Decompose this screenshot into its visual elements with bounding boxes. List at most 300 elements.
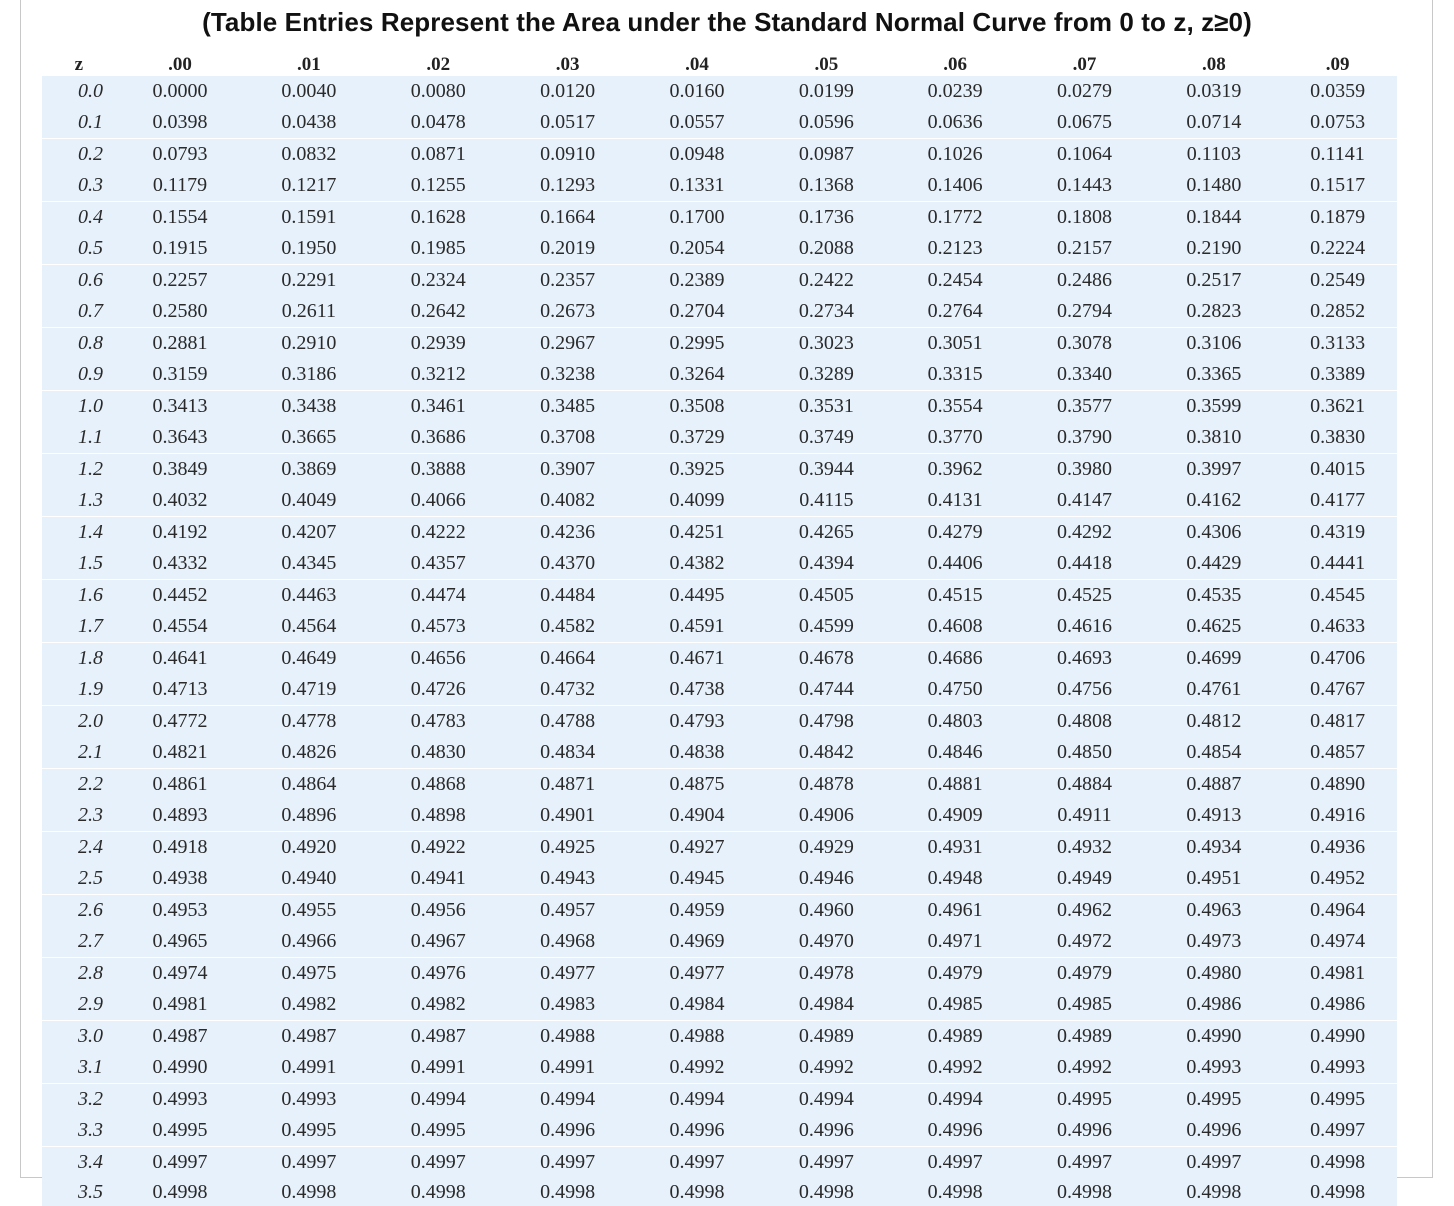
- area-value-cell: 0.3599: [1149, 391, 1278, 423]
- area-value-cell: 0.0675: [1057, 111, 1113, 133]
- z-value-cell: 1.1: [78, 426, 103, 448]
- area-value-cell: 0.4115: [799, 489, 854, 511]
- area-value-cell: 0.4967: [410, 930, 466, 952]
- table-row: [42, 391, 1397, 423]
- area-value-cell: 0.4693: [1020, 643, 1150, 675]
- area-value-cell: 0.4904: [669, 804, 725, 826]
- area-value-cell: 0.4997: [1310, 1119, 1366, 1141]
- area-value-cell: 0.1664: [503, 202, 632, 234]
- table-row: [42, 643, 1397, 675]
- area-value-cell: 0.3461: [373, 391, 503, 423]
- area-value-cell: 0.4887: [1149, 769, 1278, 801]
- area-value-cell: 0.4993: [1310, 1056, 1366, 1078]
- area-value-cell: 0.0000: [152, 80, 208, 102]
- column-header: .08: [1149, 51, 1278, 76]
- area-value-cell: 0.4864: [244, 769, 373, 801]
- area-value-cell: 0.3790: [1057, 426, 1113, 448]
- area-value-cell: 0.4599: [798, 615, 854, 637]
- table-row: [42, 1084, 1397, 1116]
- area-value-cell: 0.3554: [891, 391, 1020, 423]
- z-value-cell: 1.2: [42, 454, 116, 486]
- z-value-cell: 0.5: [78, 237, 103, 259]
- area-value-cell: 0.4968: [540, 930, 596, 952]
- area-value-cell: 0.2123: [927, 237, 983, 259]
- area-value-cell: 0.4993: [244, 1084, 373, 1116]
- area-value-cell: 0.4875: [632, 769, 762, 801]
- table-row: [42, 1052, 1397, 1084]
- area-value-cell: 0.4608: [927, 615, 983, 637]
- column-header: .06: [891, 51, 1020, 76]
- area-value-cell: 0.2967: [503, 328, 632, 360]
- area-value-cell: 0.4738: [669, 678, 725, 700]
- z-value-cell: 1.8: [42, 643, 116, 675]
- z-value-cell: 3.4: [42, 1147, 116, 1179]
- area-value-cell: 0.0557: [669, 111, 725, 133]
- area-value-cell: 0.4987: [244, 1021, 373, 1053]
- area-value-cell: 0.4812: [1149, 706, 1278, 738]
- area-value-cell: 0.2257: [116, 265, 245, 297]
- area-value-cell: 0.4756: [1057, 678, 1113, 700]
- area-value-cell: 0.3980: [1020, 454, 1150, 486]
- area-value-cell: 0.4857: [1310, 741, 1366, 763]
- area-value-cell: 0.4913: [1186, 804, 1242, 826]
- area-value-cell: 0.4418: [1057, 552, 1113, 574]
- area-value-cell: 0.3830: [1310, 426, 1366, 448]
- area-value-cell: 0.1844: [1149, 202, 1278, 234]
- area-value-cell: 0.3869: [244, 454, 373, 486]
- area-value-cell: 0.4463: [244, 580, 373, 612]
- area-value-cell: 0.3621: [1278, 391, 1397, 423]
- z-value-cell: 2.3: [78, 804, 103, 826]
- area-value-cell: 0.0279: [1057, 80, 1113, 102]
- z-value-cell: 0.9: [78, 363, 103, 385]
- area-value-cell: 0.4998: [281, 1181, 337, 1203]
- area-value-cell: 0.4842: [798, 741, 854, 763]
- z-value-cell: 2.6: [42, 895, 116, 927]
- area-value-cell: 0.4830: [410, 741, 466, 763]
- area-value-cell: 0.4988: [632, 1021, 762, 1053]
- area-value-cell: 0.4319: [1278, 517, 1397, 549]
- area-value-cell: 0.4946: [798, 867, 854, 889]
- area-value-cell: 0.4995: [281, 1119, 337, 1141]
- area-value-cell: 0.4761: [1186, 678, 1242, 700]
- area-value-cell: 0.4177: [1310, 489, 1366, 511]
- area-value-cell: 0.4251: [632, 517, 762, 549]
- table-row: [42, 517, 1397, 549]
- area-value-cell: 0.4938: [152, 867, 208, 889]
- area-value-cell: 0.4960: [762, 895, 891, 927]
- area-value-cell: 0.0359: [1310, 80, 1366, 102]
- header-row: [42, 51, 1397, 76]
- area-value-cell: 0.4991: [540, 1056, 596, 1078]
- z-table: [42, 51, 1397, 1206]
- area-value-cell: 0.4970: [798, 930, 854, 952]
- area-value-cell: 0.0948: [632, 139, 762, 171]
- area-value-cell: 0.4955: [244, 895, 373, 927]
- area-value-cell: 0.2995: [632, 328, 762, 360]
- area-value-cell: 0.4996: [927, 1119, 983, 1141]
- area-value-cell: 0.1293: [540, 174, 596, 196]
- area-value-cell: 0.4049: [281, 489, 337, 511]
- area-value-cell: 0.2794: [1057, 300, 1113, 322]
- area-value-cell: 0.4332: [152, 552, 208, 574]
- table-row: [42, 548, 1397, 580]
- area-value-cell: 0.4990: [152, 1056, 208, 1078]
- area-value-cell: 0.4591: [669, 615, 725, 637]
- area-value-cell: 0.4998: [1186, 1181, 1242, 1203]
- area-value-cell: 0.4616: [1057, 615, 1113, 637]
- area-value-cell: 0.4945: [669, 867, 725, 889]
- area-value-cell: 0.4992: [927, 1056, 983, 1078]
- area-value-cell: 0.0714: [1186, 111, 1242, 133]
- area-value-cell: 0.0398: [152, 111, 208, 133]
- z-value-cell: 0.2: [42, 139, 116, 171]
- area-value-cell: 0.4987: [116, 1021, 245, 1053]
- area-value-cell: 0.4959: [632, 895, 762, 927]
- area-value-cell: 0.4989: [891, 1021, 1020, 1053]
- area-value-cell: 0.4868: [373, 769, 503, 801]
- area-value-cell: 0.3238: [540, 363, 596, 385]
- area-value-cell: 0.4713: [152, 678, 208, 700]
- area-value-cell: 0.4345: [281, 552, 337, 574]
- area-value-cell: 0.4983: [540, 993, 596, 1015]
- area-value-cell: 0.4535: [1149, 580, 1278, 612]
- area-value-cell: 0.4982: [410, 993, 466, 1015]
- area-value-cell: 0.4099: [669, 489, 725, 511]
- area-value-cell: 0.4207: [244, 517, 373, 549]
- z-value-cell: 2.8: [42, 958, 116, 990]
- table-row: [42, 107, 1397, 139]
- area-value-cell: 0.1879: [1278, 202, 1397, 234]
- area-value-cell: 0.3264: [669, 363, 725, 385]
- area-value-cell: 0.4973: [1186, 930, 1242, 952]
- area-value-cell: 0.4984: [798, 993, 854, 1015]
- table-title: (Table Entries Represent the Area under the Standard Normal Curve from 0 to z, z≥0): [202, 7, 1252, 37]
- area-value-cell: 0.4394: [798, 552, 854, 574]
- z-value-cell: 0.1: [78, 111, 103, 133]
- area-value-cell: 0.4625: [1186, 615, 1242, 637]
- area-value-cell: 0.3708: [540, 426, 596, 448]
- area-value-cell: 0.2673: [540, 300, 596, 322]
- table-row: [42, 1147, 1397, 1179]
- area-value-cell: 0.4222: [373, 517, 503, 549]
- area-value-cell: 0.4936: [1278, 832, 1397, 864]
- area-value-cell: 0.4767: [1310, 678, 1366, 700]
- area-value-cell: 0.4986: [1310, 993, 1366, 1015]
- area-value-cell: 0.0478: [410, 111, 466, 133]
- area-value-cell: 0.0199: [798, 80, 854, 102]
- area-value-cell: 0.4671: [632, 643, 762, 675]
- area-value-cell: 0.2642: [410, 300, 466, 322]
- area-value-cell: 0.3365: [1186, 363, 1242, 385]
- area-value-cell: 0.4826: [281, 741, 337, 763]
- area-value-cell: 0.2224: [1310, 237, 1366, 259]
- area-value-cell: 0.3212: [410, 363, 466, 385]
- area-value-cell: 0.4985: [1057, 993, 1113, 1015]
- area-value-cell: 0.4821: [152, 741, 208, 763]
- area-value-cell: 0.4750: [927, 678, 983, 700]
- table-row: [42, 895, 1397, 927]
- area-value-cell: 0.2486: [1020, 265, 1150, 297]
- area-value-cell: 0.1406: [927, 174, 983, 196]
- area-value-cell: 0.4981: [1278, 958, 1397, 990]
- area-value-cell: 0.4990: [1278, 1021, 1397, 1053]
- area-value-cell: 0.4279: [891, 517, 1020, 549]
- area-value-cell: 0.4382: [669, 552, 725, 574]
- area-value-cell: 0.4997: [1020, 1147, 1150, 1179]
- area-value-cell: 0.4994: [373, 1084, 503, 1116]
- area-value-cell: 0.4817: [1278, 706, 1397, 738]
- area-value-cell: 0.4846: [927, 741, 983, 763]
- area-value-cell: 0.4992: [798, 1056, 854, 1078]
- table-row: [42, 170, 1397, 202]
- area-value-cell: 0.4265: [762, 517, 891, 549]
- area-value-cell: 0.4871: [503, 769, 632, 801]
- area-value-cell: 0.4678: [762, 643, 891, 675]
- z-value-cell: 0.4: [42, 202, 116, 234]
- area-value-cell: 0.4998: [669, 1181, 725, 1203]
- area-value-cell: 0.4979: [1020, 958, 1150, 990]
- area-value-cell: 0.3729: [669, 426, 725, 448]
- table-row: [42, 958, 1397, 990]
- area-value-cell: 0.4992: [669, 1056, 725, 1078]
- z-value-cell: 1.4: [42, 517, 116, 549]
- area-value-cell: 0.4918: [116, 832, 245, 864]
- area-value-cell: 0.1443: [1057, 174, 1113, 196]
- area-value-cell: 0.4545: [1278, 580, 1397, 612]
- area-value-cell: 0.4977: [632, 958, 762, 990]
- area-value-cell: 0.0910: [503, 139, 632, 171]
- area-value-cell: 0.4032: [152, 489, 208, 511]
- area-value-cell: 0.4906: [798, 804, 854, 826]
- table-row: [42, 580, 1397, 612]
- area-value-cell: 0.3907: [503, 454, 632, 486]
- area-value-cell: 0.2190: [1186, 237, 1242, 259]
- area-value-cell: 0.4975: [244, 958, 373, 990]
- area-value-cell: 0.4082: [540, 489, 596, 511]
- area-value-cell: 0.4429: [1186, 552, 1242, 574]
- table-row: [42, 832, 1397, 864]
- table-row: [42, 706, 1397, 738]
- table-row: [42, 359, 1397, 391]
- area-value-cell: 0.4971: [927, 930, 983, 952]
- table-row: [42, 76, 1397, 107]
- area-value-cell: 0.2054: [669, 237, 725, 259]
- z-value-cell: 1.5: [78, 552, 103, 574]
- area-value-cell: 0.0319: [1186, 80, 1242, 102]
- area-value-cell: 0.4996: [669, 1119, 725, 1141]
- area-value-cell: 0.4952: [1310, 867, 1366, 889]
- area-value-cell: 0.4066: [410, 489, 466, 511]
- area-value-cell: 0.0987: [762, 139, 891, 171]
- z-value-cell: 1.6: [42, 580, 116, 612]
- area-value-cell: 0.3389: [1310, 363, 1366, 385]
- area-value-cell: 0.1179: [152, 174, 208, 196]
- area-value-cell: 0.2157: [1057, 237, 1113, 259]
- area-value-cell: 0.3997: [1149, 454, 1278, 486]
- z-value-cell: 0.6: [42, 265, 116, 297]
- area-value-cell: 0.3770: [927, 426, 983, 448]
- area-value-cell: 0.2357: [503, 265, 632, 297]
- area-value-cell: 0.4998: [410, 1181, 466, 1203]
- area-value-cell: 0.2823: [1186, 300, 1242, 322]
- area-value-cell: 0.4998: [927, 1181, 983, 1203]
- area-value-cell: 0.0832: [244, 139, 373, 171]
- area-value-cell: 0.2324: [373, 265, 503, 297]
- table-row: [42, 265, 1397, 297]
- area-value-cell: 0.1103: [1149, 139, 1278, 171]
- column-header-z: z: [42, 51, 116, 76]
- area-value-cell: 0.1255: [410, 174, 466, 196]
- column-header: .05: [762, 51, 891, 76]
- area-value-cell: 0.4969: [669, 930, 725, 952]
- table-row: [42, 1178, 1397, 1206]
- table-row: [42, 737, 1397, 769]
- area-value-cell: 0.4962: [1020, 895, 1150, 927]
- area-value-cell: 0.1808: [1020, 202, 1150, 234]
- area-value-cell: 0.4920: [244, 832, 373, 864]
- area-value-cell: 0.4981: [152, 993, 208, 1015]
- area-value-cell: 0.3925: [632, 454, 762, 486]
- area-value-cell: 0.4994: [891, 1084, 1020, 1116]
- area-value-cell: 0.4956: [373, 895, 503, 927]
- area-value-cell: 0.4925: [503, 832, 632, 864]
- area-value-cell: 0.1554: [116, 202, 245, 234]
- area-value-cell: 0.3485: [503, 391, 632, 423]
- area-value-cell: 0.4997: [762, 1147, 891, 1179]
- area-value-cell: 0.4953: [116, 895, 245, 927]
- z-value-cell: 0.3: [78, 174, 103, 196]
- area-value-cell: 0.4881: [891, 769, 1020, 801]
- area-value-cell: 0.3051: [891, 328, 1020, 360]
- area-value-cell: 0.2939: [373, 328, 503, 360]
- area-value-cell: 0.4656: [373, 643, 503, 675]
- area-value-cell: 0.4997: [116, 1147, 245, 1179]
- area-value-cell: 0.1628: [373, 202, 503, 234]
- area-value-cell: 0.3133: [1278, 328, 1397, 360]
- area-value-cell: 0.3508: [632, 391, 762, 423]
- column-header: .04: [632, 51, 762, 76]
- area-value-cell: 0.3962: [891, 454, 1020, 486]
- table-row: [42, 296, 1397, 328]
- area-value-cell: 0.4977: [503, 958, 632, 990]
- z-value-cell: 0.8: [42, 328, 116, 360]
- area-value-cell: 0.0239: [927, 80, 983, 102]
- table-row: [42, 202, 1397, 234]
- area-value-cell: 0.4986: [1186, 993, 1242, 1015]
- area-value-cell: 0.3810: [1186, 426, 1242, 448]
- area-value-cell: 0.4854: [1186, 741, 1242, 763]
- area-value-cell: 0.4997: [373, 1147, 503, 1179]
- area-value-cell: 0.4948: [927, 867, 983, 889]
- area-value-cell: 0.3289: [798, 363, 854, 385]
- area-value-cell: 0.4664: [503, 643, 632, 675]
- area-value-cell: 0.4525: [1020, 580, 1150, 612]
- area-value-cell: 0.4985: [927, 993, 983, 1015]
- area-value-cell: 0.4957: [503, 895, 632, 927]
- table-row: [42, 1021, 1397, 1053]
- area-value-cell: 0.4901: [540, 804, 596, 826]
- area-value-cell: 0.4706: [1278, 643, 1397, 675]
- area-value-cell: 0.4997: [891, 1147, 1020, 1179]
- area-value-cell: 0.4997: [632, 1147, 762, 1179]
- area-value-cell: 0.4934: [1149, 832, 1278, 864]
- area-value-cell: 0.4861: [116, 769, 245, 801]
- area-value-cell: 0.1331: [669, 174, 725, 196]
- area-value-cell: 0.4505: [762, 580, 891, 612]
- area-value-cell: 0.1368: [798, 174, 854, 196]
- area-value-cell: 0.3078: [1020, 328, 1150, 360]
- area-value-cell: 0.4988: [503, 1021, 632, 1053]
- area-value-cell: 0.4772: [116, 706, 245, 738]
- area-value-cell: 0.1517: [1310, 174, 1366, 196]
- table-row: [42, 926, 1397, 958]
- area-value-cell: 0.4994: [503, 1084, 632, 1116]
- area-value-cell: 0.4147: [1057, 489, 1113, 511]
- area-value-cell: 0.4564: [281, 615, 337, 637]
- area-value-cell: 0.4896: [281, 804, 337, 826]
- area-value-cell: 0.4916: [1310, 804, 1366, 826]
- area-value-cell: 0.4972: [1057, 930, 1113, 952]
- area-value-cell: 0.4993: [1186, 1056, 1242, 1078]
- area-value-cell: 0.4932: [1020, 832, 1150, 864]
- table-row: [42, 233, 1397, 265]
- table-row: [42, 863, 1397, 895]
- area-value-cell: 0.2734: [798, 300, 854, 322]
- area-value-cell: 0.4793: [632, 706, 762, 738]
- area-value-cell: 0.4582: [540, 615, 596, 637]
- area-value-cell: 0.0517: [540, 111, 596, 133]
- area-value-cell: 0.3888: [373, 454, 503, 486]
- area-value-cell: 0.3315: [927, 363, 983, 385]
- area-value-cell: 0.0596: [798, 111, 854, 133]
- area-value-cell: 0.4909: [927, 804, 983, 826]
- area-value-cell: 0.3849: [116, 454, 245, 486]
- area-value-cell: 0.4474: [373, 580, 503, 612]
- area-value-cell: 0.3159: [152, 363, 208, 385]
- z-value-cell: 0.0: [78, 80, 103, 102]
- area-value-cell: 0.0120: [540, 80, 596, 102]
- area-value-cell: 0.4997: [503, 1147, 632, 1179]
- z-value-cell: 1.0: [42, 391, 116, 423]
- area-value-cell: 0.1480: [1186, 174, 1242, 196]
- area-value-cell: 0.4976: [373, 958, 503, 990]
- area-value-cell: 0.4732: [540, 678, 596, 700]
- area-value-cell: 0.4890: [1278, 769, 1397, 801]
- area-value-cell: 0.4963: [1149, 895, 1278, 927]
- area-value-cell: 0.1591: [244, 202, 373, 234]
- area-value-cell: 0.2881: [116, 328, 245, 360]
- area-value-cell: 0.0793: [116, 139, 245, 171]
- area-value-cell: 0.4649: [244, 643, 373, 675]
- column-header: .07: [1020, 51, 1150, 76]
- area-value-cell: 0.4370: [540, 552, 596, 574]
- area-value-cell: 0.2422: [762, 265, 891, 297]
- table-row: [42, 139, 1397, 171]
- area-value-cell: 0.2704: [669, 300, 725, 322]
- area-value-cell: 0.3577: [1020, 391, 1150, 423]
- area-value-cell: 0.4964: [1278, 895, 1397, 927]
- z-value-cell: 3.5: [78, 1181, 103, 1203]
- area-value-cell: 0.0438: [281, 111, 337, 133]
- area-value-cell: 0.4744: [798, 678, 854, 700]
- area-value-cell: 0.4850: [1057, 741, 1113, 763]
- area-value-cell: 0.4726: [410, 678, 466, 700]
- area-value-cell: 0.2852: [1310, 300, 1366, 322]
- area-value-cell: 0.4978: [762, 958, 891, 990]
- z-value-cell: 2.1: [78, 741, 103, 763]
- area-value-cell: 0.4998: [1278, 1147, 1397, 1179]
